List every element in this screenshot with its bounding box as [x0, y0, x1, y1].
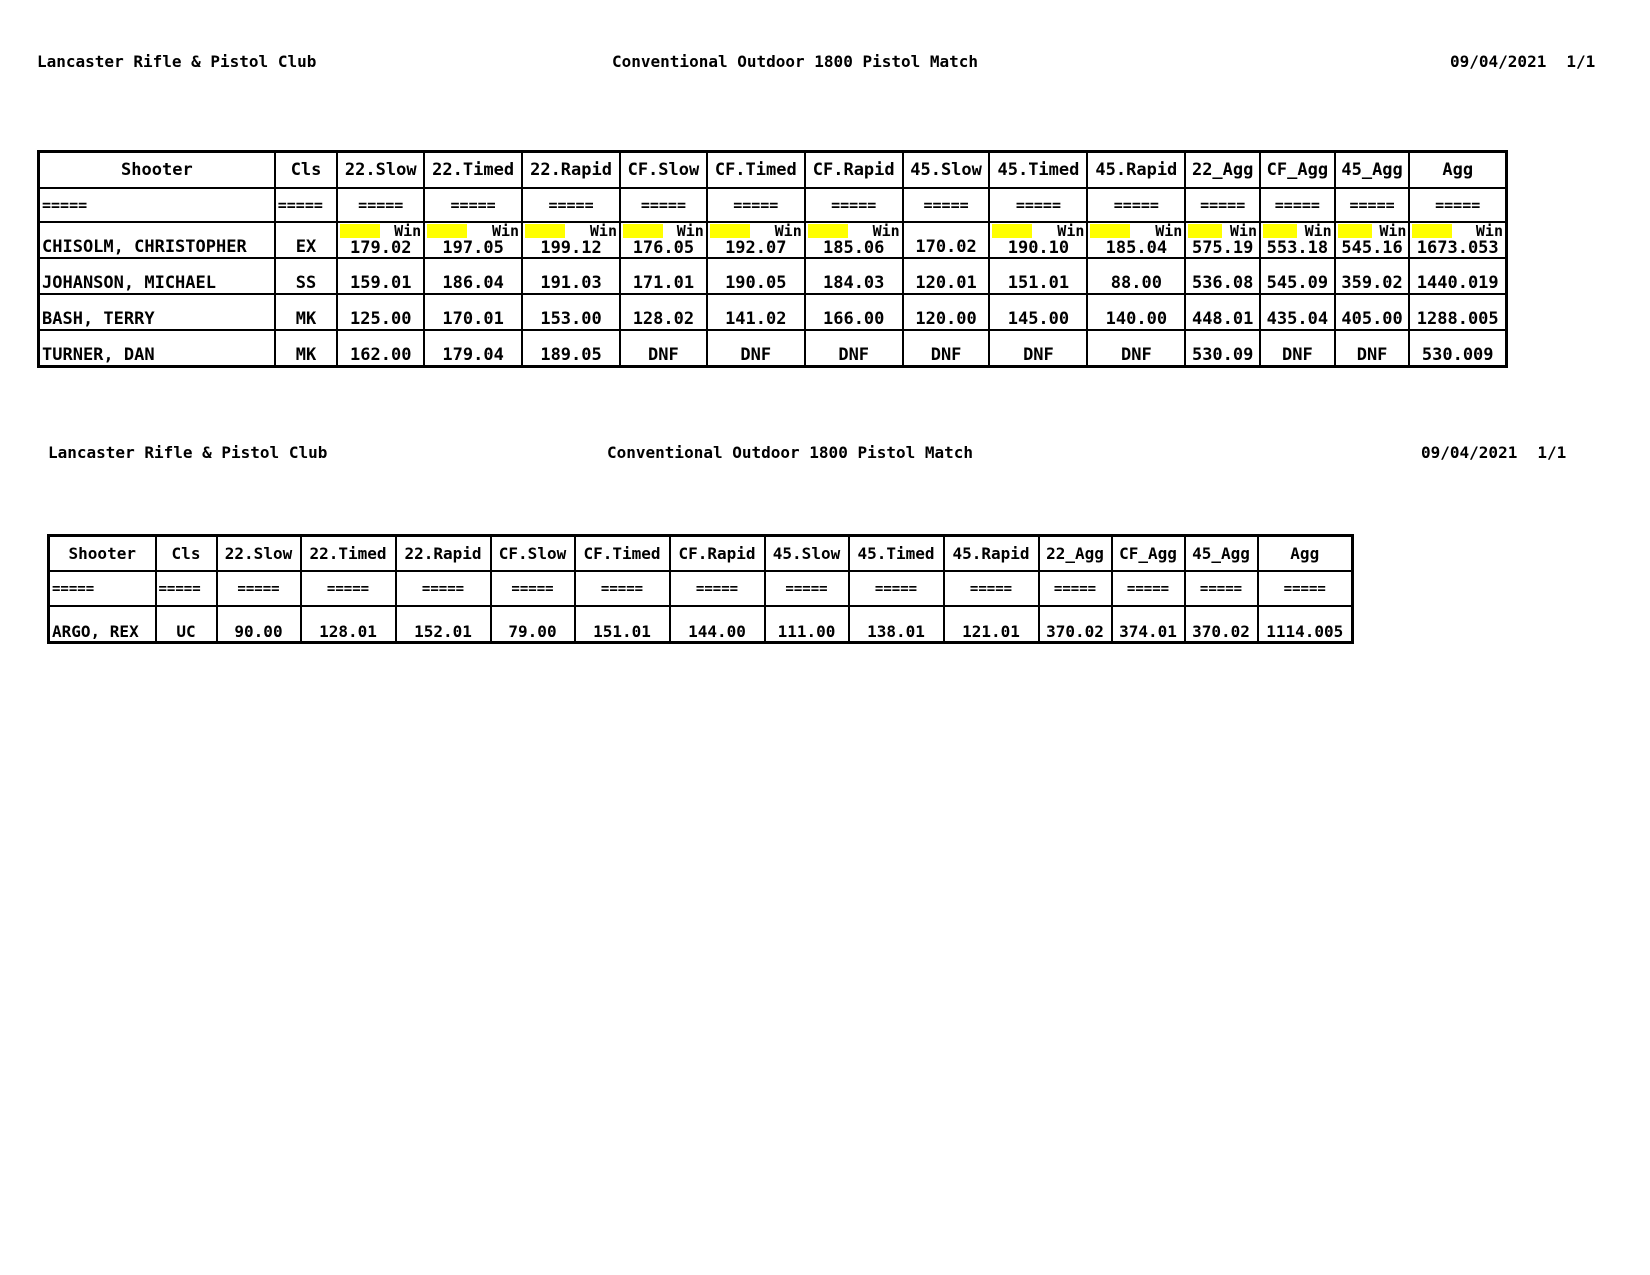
score-value: 197.05 [442, 238, 504, 258]
score-cell: 1288.005 [1409, 294, 1506, 330]
win-marker [1188, 223, 1257, 239]
score-cell: 138.01 [849, 606, 944, 643]
separator-cell: ===== [156, 571, 217, 606]
separator-cell: ===== [620, 188, 707, 222]
win-highlight [525, 224, 565, 238]
club-name-2: Lancaster Rifle & Pistol Club [48, 443, 328, 462]
win-highlight [1263, 224, 1297, 238]
shooter-name: TURNER, DAN [39, 330, 275, 367]
score-cell: 128.02 [620, 294, 707, 330]
win-highlight [623, 224, 663, 238]
separator-row [49, 571, 1353, 606]
score-cell: DNF [1087, 330, 1185, 367]
separator-cell: ===== [765, 571, 849, 606]
separator-cell: ===== [1260, 188, 1335, 222]
win-highlight [808, 224, 848, 238]
score-cell [1409, 222, 1506, 258]
score-cell: 171.01 [620, 258, 707, 294]
table-row [39, 258, 1507, 294]
score-cell: 141.02 [707, 294, 805, 330]
separator-cell: ===== [337, 188, 424, 222]
separator-cell: ===== [491, 571, 575, 606]
separator-cell: ===== [670, 571, 765, 606]
shooter-name: JOHANSON, MICHAEL [39, 258, 275, 294]
match-title-2: Conventional Outdoor 1800 Pistol Match [607, 443, 974, 462]
score-cell: 191.03 [522, 258, 620, 294]
score-value: 185.04 [1105, 238, 1168, 258]
win-label: Win [589, 222, 617, 240]
score-cell: 144.00 [670, 606, 765, 643]
column-header: CF.Rapid [805, 152, 903, 189]
score-value: 545.16 [1341, 238, 1403, 258]
separator-cell: ===== [1185, 571, 1258, 606]
separator-cell: ===== [903, 188, 990, 222]
class-cell: UC [156, 606, 217, 643]
score-cell: 1440.019 [1409, 258, 1506, 294]
score-cell: 359.02 [1335, 258, 1410, 294]
score-cell: 536.08 [1185, 258, 1260, 294]
score-value: 199.12 [540, 238, 602, 258]
win-highlight [992, 224, 1032, 238]
score-cell: 170.02 [903, 222, 990, 258]
score-cell: 125.00 [337, 294, 424, 330]
column-header: Cls [156, 536, 217, 572]
score-cell: 405.00 [1335, 294, 1410, 330]
results-table [37, 150, 1508, 368]
results-table-2 [47, 534, 1354, 644]
separator-row [39, 188, 1507, 222]
score-cell [1260, 222, 1335, 258]
column-header: Agg [1409, 152, 1506, 189]
separator-cell: ===== [301, 571, 396, 606]
score-cell: 435.04 [1260, 294, 1335, 330]
score-cell: 151.01 [989, 258, 1087, 294]
score-cell: 111.00 [765, 606, 849, 643]
win-marker [710, 223, 802, 239]
column-header: CF.Timed [707, 152, 805, 189]
separator-cell: ===== [217, 571, 301, 606]
separator-cell: ===== [575, 571, 670, 606]
score-value: 176.05 [632, 238, 695, 258]
score-cell: 153.00 [522, 294, 620, 330]
score-cell: 152.01 [396, 606, 491, 643]
separator-cell: ===== [1185, 188, 1260, 222]
column-header: CF.Timed [575, 536, 670, 572]
match-date: 09/04/2021 [1450, 52, 1547, 71]
win-marker [340, 223, 421, 239]
score-value: 190.10 [1007, 238, 1070, 258]
win-marker [1412, 223, 1503, 239]
column-header: Shooter [49, 536, 156, 572]
score-cell: DNF [1260, 330, 1335, 367]
separator-cell: ===== [1335, 188, 1410, 222]
column-header: 22.Rapid [522, 152, 620, 189]
score-cell [989, 222, 1087, 258]
separator-cell: ===== [49, 571, 156, 606]
separator-cell: ===== [1258, 571, 1353, 606]
score-value: 192.07 [725, 238, 787, 258]
score-cell [1185, 222, 1260, 258]
column-header: 45.Rapid [944, 536, 1039, 572]
score-cell: 120.01 [903, 258, 990, 294]
win-label: Win [872, 222, 900, 240]
header-row [39, 152, 1507, 189]
win-marker [623, 223, 704, 239]
score-cell: 145.00 [989, 294, 1087, 330]
column-header: 45.Rapid [1087, 152, 1185, 189]
win-label: Win [1304, 222, 1332, 240]
separator-cell: ===== [424, 188, 522, 222]
score-cell: 90.00 [217, 606, 301, 643]
separator-cell: ===== [1087, 188, 1185, 222]
separator-cell: ===== [275, 188, 338, 222]
column-header: CF.Rapid [670, 536, 765, 572]
column-header: 45.Timed [989, 152, 1087, 189]
column-header: 22.Slow [217, 536, 301, 572]
win-label: Win [676, 222, 704, 240]
score-cell: DNF [620, 330, 707, 367]
separator-cell: ===== [1409, 188, 1506, 222]
match-title: Conventional Outdoor 1800 Pistol Match [612, 52, 979, 71]
win-marker [1090, 223, 1182, 239]
score-cell: 370.02 [1185, 606, 1258, 643]
score-cell [522, 222, 620, 258]
separator-cell: ===== [849, 571, 944, 606]
score-cell [620, 222, 707, 258]
table-row [49, 606, 1353, 643]
column-header: 45.Timed [849, 536, 944, 572]
date-page-2 [1421, 443, 1566, 462]
table-row [39, 294, 1507, 330]
win-marker [992, 223, 1084, 239]
class-cell: EX [275, 222, 338, 258]
shooter-name: CHISOLM, CHRISTOPHER [39, 222, 275, 258]
score-cell: 121.01 [944, 606, 1039, 643]
column-header: 22.Timed [424, 152, 522, 189]
score-cell [1087, 222, 1185, 258]
score-value: 553.18 [1266, 238, 1329, 258]
score-cell: 88.00 [1087, 258, 1185, 294]
win-label: Win [1379, 222, 1407, 240]
separator-cell: ===== [805, 188, 903, 222]
score-value: 1673.053 [1416, 238, 1499, 258]
class-cell: SS [275, 258, 338, 294]
score-cell: 128.01 [301, 606, 396, 643]
score-cell: DNF [1335, 330, 1410, 367]
match-date-2: 09/04/2021 [1421, 443, 1518, 462]
column-header: CF_Agg [1112, 536, 1185, 572]
win-highlight [1090, 224, 1130, 238]
score-cell: 166.00 [805, 294, 903, 330]
score-cell: 190.05 [707, 258, 805, 294]
column-header: CF.Slow [491, 536, 575, 572]
win-label: Win [1155, 222, 1183, 240]
column-header: 45_Agg [1185, 536, 1258, 572]
column-header: 22.Rapid [396, 536, 491, 572]
column-header: Agg [1258, 536, 1353, 572]
win-highlight [710, 224, 750, 238]
win-label: Win [394, 222, 422, 240]
win-label: Win [491, 222, 520, 240]
column-header: 22.Timed [301, 536, 396, 572]
column-header: 22_Agg [1039, 536, 1112, 572]
class-cell: MK [275, 294, 338, 330]
win-highlight [340, 224, 380, 238]
club-name: Lancaster Rifle & Pistol Club [37, 52, 317, 71]
score-cell: DNF [903, 330, 990, 367]
score-cell: 162.00 [337, 330, 424, 367]
score-cell: DNF [805, 330, 903, 367]
win-label: Win [1057, 222, 1085, 240]
header-row [49, 536, 1353, 572]
score-cell: DNF [707, 330, 805, 367]
score-cell: 159.01 [337, 258, 424, 294]
score-cell [707, 222, 805, 258]
score-cell: 374.01 [1112, 606, 1185, 643]
score-cell: 189.05 [522, 330, 620, 367]
score-cell: 530.09 [1185, 330, 1260, 367]
table-row [39, 330, 1507, 367]
score-cell: 120.00 [903, 294, 990, 330]
score-cell: 370.02 [1039, 606, 1112, 643]
column-header: 22_Agg [1185, 152, 1260, 189]
separator-cell: ===== [989, 188, 1087, 222]
shooter-name: BASH, TERRY [39, 294, 275, 330]
win-marker [525, 223, 617, 239]
score-value: 185.06 [822, 238, 885, 258]
score-cell: 545.09 [1260, 258, 1335, 294]
column-header: 22.Slow [337, 152, 424, 189]
separator-cell: ===== [396, 571, 491, 606]
column-header: Shooter [39, 152, 275, 189]
class-cell: MK [275, 330, 338, 367]
score-cell: 170.01 [424, 294, 522, 330]
score-cell: 448.01 [1185, 294, 1260, 330]
score-cell: 184.03 [805, 258, 903, 294]
column-header: 45.Slow [903, 152, 990, 189]
win-highlight [427, 224, 467, 238]
score-cell: 530.009 [1409, 330, 1506, 367]
score-cell [424, 222, 522, 258]
score-cell [337, 222, 424, 258]
win-label: Win [1229, 222, 1258, 240]
score-cell: 179.04 [424, 330, 522, 367]
separator-cell: ===== [39, 188, 275, 222]
win-highlight [1412, 224, 1452, 238]
column-header: CF_Agg [1260, 152, 1335, 189]
separator-cell: ===== [707, 188, 805, 222]
win-label: Win [774, 222, 802, 240]
separator-cell: ===== [1112, 571, 1185, 606]
win-marker [1263, 223, 1332, 239]
score-cell: 79.00 [491, 606, 575, 643]
win-marker [427, 223, 519, 239]
win-marker [1338, 223, 1407, 239]
score-value: 575.19 [1191, 238, 1254, 258]
column-header: 45.Slow [765, 536, 849, 572]
score-cell: 1114.005 [1258, 606, 1353, 643]
score-cell: 151.01 [575, 606, 670, 643]
shooter-name: ARGO, REX [49, 606, 156, 643]
win-highlight [1188, 224, 1222, 238]
score-cell: DNF [989, 330, 1087, 367]
separator-cell: ===== [1039, 571, 1112, 606]
page-number-2: 1/1 [1537, 443, 1567, 462]
page-number: 1/1 [1566, 52, 1596, 71]
score-cell: 186.04 [424, 258, 522, 294]
score-value: 179.02 [350, 238, 412, 258]
column-header: Cls [275, 152, 338, 189]
win-marker [808, 223, 900, 239]
column-header: 45_Agg [1335, 152, 1410, 189]
separator-cell: ===== [944, 571, 1039, 606]
win-label: Win [1475, 222, 1503, 240]
win-highlight [1338, 224, 1372, 238]
score-cell: 140.00 [1087, 294, 1185, 330]
score-cell [805, 222, 903, 258]
score-cell [1335, 222, 1410, 258]
table-row [39, 222, 1507, 258]
column-header: CF.Slow [620, 152, 707, 189]
date-page [1450, 52, 1595, 71]
separator-cell: ===== [522, 188, 620, 222]
